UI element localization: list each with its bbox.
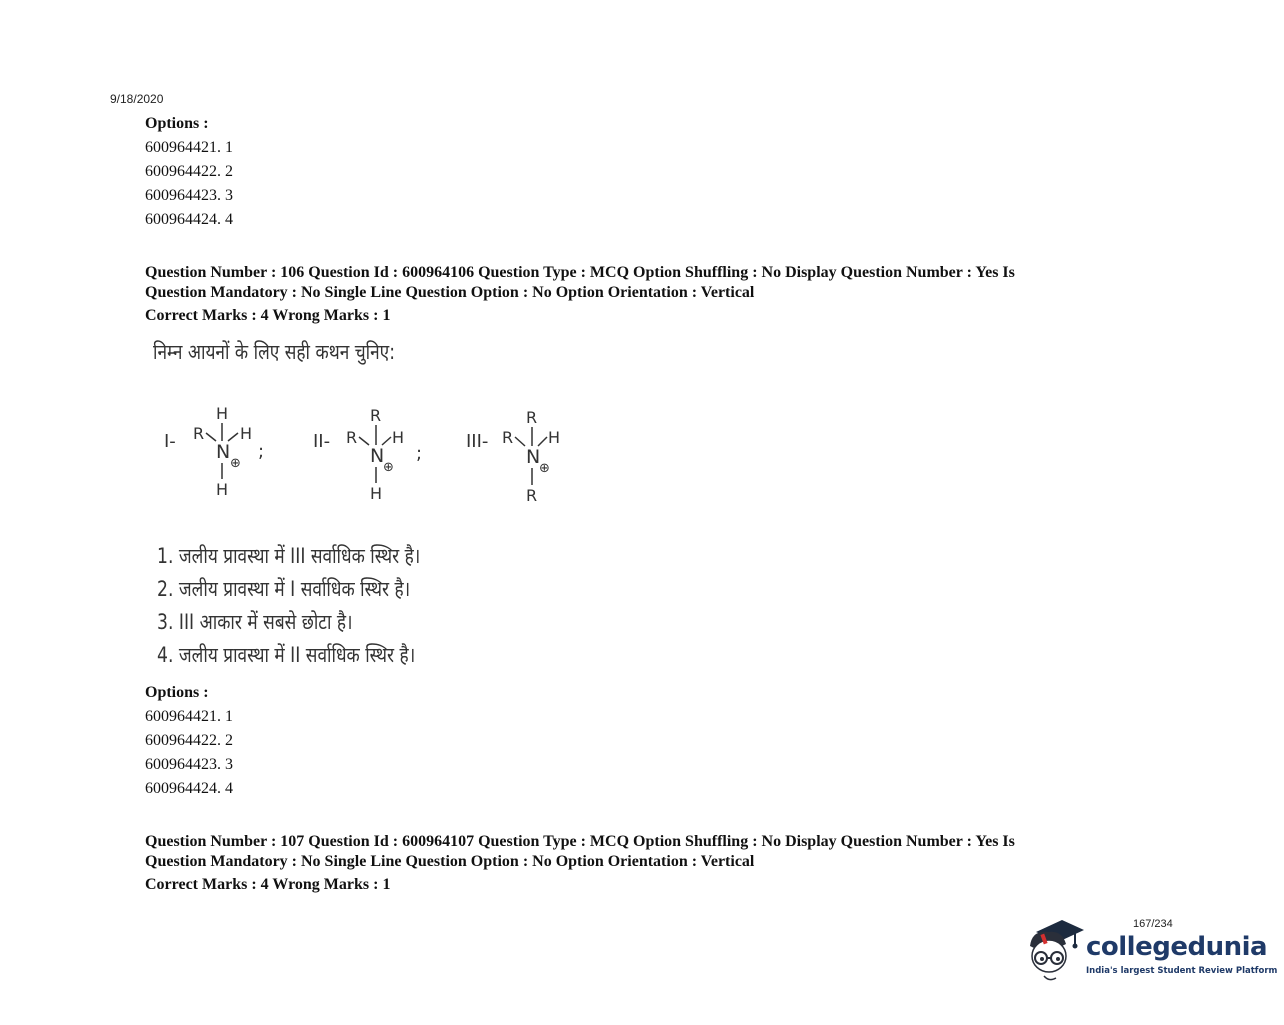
q106-marks: Correct Marks : 4 Wrong Marks : 1 bbox=[145, 307, 391, 324]
atom-r: R bbox=[193, 424, 205, 443]
atom-r: R bbox=[526, 408, 538, 427]
separator: ; bbox=[416, 443, 423, 464]
prev-options bbox=[145, 112, 233, 232]
atom-r: R bbox=[346, 428, 358, 447]
student-mascot-icon bbox=[1022, 916, 1086, 991]
logo-tagline: India's largest Student Review Platform bbox=[1086, 966, 1278, 976]
q106-question-text: निम्न आयनों के लिए सही कथन चुनिए: bbox=[153, 340, 396, 364]
logo-wordmark: collegedunia bbox=[1086, 932, 1268, 962]
positive-charge: ⊕ bbox=[230, 456, 241, 471]
structure-2 bbox=[313, 406, 422, 503]
atom-r: R bbox=[370, 406, 382, 425]
structure-1 bbox=[164, 404, 264, 499]
statement-4: 4. जलीय प्रावस्था में II सर्वाधिक स्थिर है। bbox=[157, 643, 416, 667]
options-label: Options : bbox=[145, 684, 209, 701]
option-item: 600964424. 4 bbox=[145, 211, 233, 228]
structure-3 bbox=[466, 408, 560, 505]
q106-meta bbox=[145, 263, 1015, 328]
atom-h: H bbox=[216, 404, 229, 423]
q107-marks: Correct Marks : 4 Wrong Marks : 1 bbox=[145, 876, 391, 893]
print-date: 9/18/2020 bbox=[110, 92, 164, 106]
atom-r: R bbox=[502, 428, 514, 447]
structure-1-label: I- bbox=[164, 431, 176, 452]
q106-meta-line1: Question Number : 106 Question Id : 600964106 Question Type : MCQ Option Shuffling : No Display Question Number : Yes Is bbox=[145, 264, 1015, 281]
option-item: 600964423. 3 bbox=[145, 187, 233, 204]
q107-meta-line2: Question Mandatory : No Single Line Question Option : No Option Orientation : Vertical bbox=[145, 853, 755, 870]
ammonium-structures-diagram bbox=[150, 395, 580, 510]
collegedunia-logo bbox=[1022, 916, 1278, 991]
atom-h: H bbox=[370, 484, 383, 503]
atom-h: H bbox=[548, 428, 561, 447]
structure-3-label: III- bbox=[466, 431, 489, 452]
atom-h: H bbox=[216, 480, 229, 499]
option-item: 600964422. 2 bbox=[145, 163, 233, 180]
option-item: 600964424. 4 bbox=[145, 780, 233, 797]
atom-r: R bbox=[526, 486, 538, 505]
page-number: 167/234 bbox=[1133, 918, 1173, 930]
positive-charge: ⊕ bbox=[383, 460, 394, 475]
q106-structures bbox=[150, 395, 580, 515]
statement-2: 2. जलीय प्रावस्था में I सर्वाधिक स्थिर है। bbox=[157, 577, 411, 601]
statement-3: 3. III आकार में सबसे छोटा है। bbox=[157, 610, 353, 634]
structure-2-label: II- bbox=[313, 431, 331, 452]
atom-n: N bbox=[526, 446, 541, 468]
q106-options bbox=[145, 681, 233, 801]
option-item: 600964421. 1 bbox=[145, 139, 233, 156]
statement-1: 1. जलीय प्रावस्था में III सर्वाधिक स्थिर है। bbox=[157, 544, 421, 568]
q107-meta bbox=[145, 832, 1015, 897]
q107-meta-line1: Question Number : 107 Question Id : 600964107 Question Type : MCQ Option Shuffling : No Display Question Number : Yes Is bbox=[145, 833, 1015, 850]
q106-meta-line2: Question Mandatory : No Single Line Question Option : No Option Orientation : Vertical bbox=[145, 284, 755, 301]
positive-charge: ⊕ bbox=[539, 461, 550, 476]
option-item: 600964421. 1 bbox=[145, 708, 233, 725]
atom-h: H bbox=[240, 424, 253, 443]
options-label: Options : bbox=[145, 115, 209, 132]
option-item: 600964422. 2 bbox=[145, 732, 233, 749]
atom-n: N bbox=[216, 441, 231, 463]
separator: ; bbox=[258, 441, 265, 462]
q106-statements bbox=[157, 540, 478, 672]
atom-h: H bbox=[392, 428, 405, 447]
atom-n: N bbox=[370, 445, 385, 467]
option-item: 600964423. 3 bbox=[145, 756, 233, 773]
